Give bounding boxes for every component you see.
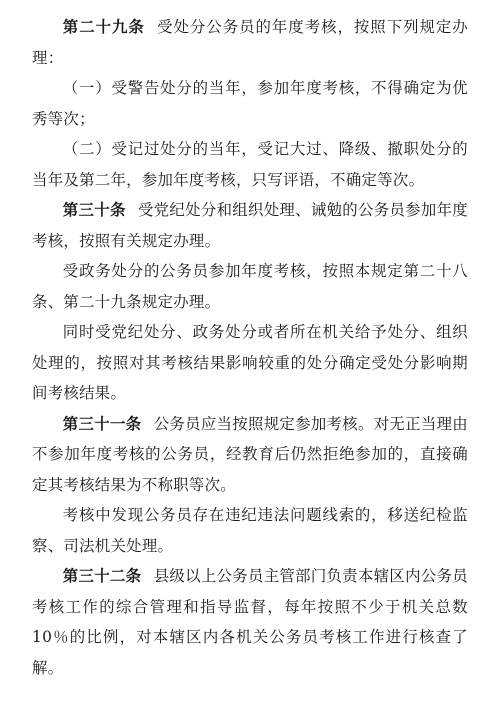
- paragraph-text: （一）受警告处分的当年，参加年度考核，不得确定为优秀等次；: [32, 79, 468, 128]
- paragraph-article-32: [32, 561, 468, 683]
- paragraph-text: 受党纪处分和组织处理、诫勉的公务员参加年度考核，按照有关规定办理。: [32, 201, 468, 250]
- paragraph-article-29: [32, 12, 468, 73]
- paragraph-article-31: [32, 409, 468, 501]
- paragraph-item-2: [32, 134, 468, 195]
- article-title: 第三十一条: [62, 414, 142, 433]
- paragraph-text: 受政务处分的公务员参加年度考核，按照本规定第二十八条、第二十九条规定办理。: [32, 262, 468, 311]
- paragraph-text: 考核中发现公务员存在违纪违法问题线索的，移送纪检监察、司法机关处理。: [32, 506, 468, 555]
- paragraph-article-31-cont: [32, 500, 468, 561]
- document-body: [32, 12, 468, 683]
- paragraph-text: 公务员应当按照规定参加考核。对无正当理由不参加年度考核的公务员，经教育后仍然拒绝参加的，直接确定其考核结果为不称职等次。: [32, 414, 468, 494]
- article-title: 第三十条: [62, 201, 126, 219]
- paragraph-article-30: [32, 195, 468, 256]
- paragraph-article-30-cont-1: [32, 256, 468, 317]
- paragraph-article-30-cont-2: [32, 317, 468, 409]
- paragraph-text: 受处分公务员的年度考核，按照下列规定办理：: [32, 18, 468, 67]
- article-title: 第三十二条: [62, 567, 142, 585]
- paragraph-item-1: [32, 73, 468, 134]
- paragraph-text: 县级以上公务员主管部门负责本辖区内公务员考核工作的综合管理和指导监督，每年按照不少于机关总数10％的比例，对本辖区内各机关公务员考核工作进行核查了解。: [32, 567, 468, 677]
- article-title: 第二十九条: [62, 18, 145, 36]
- paragraph-text: （二）受记过处分的当年，受记大过、降级、撤职处分的当年及第二年，参加年度考核，只写评语，不确定等次。: [32, 140, 468, 189]
- paragraph-text: 同时受党纪处分、政务处分或者所在机关给予处分、组织处理的，按照对其考核结果影响较重的处分确定受处分影响期间考核结果。: [32, 323, 468, 402]
